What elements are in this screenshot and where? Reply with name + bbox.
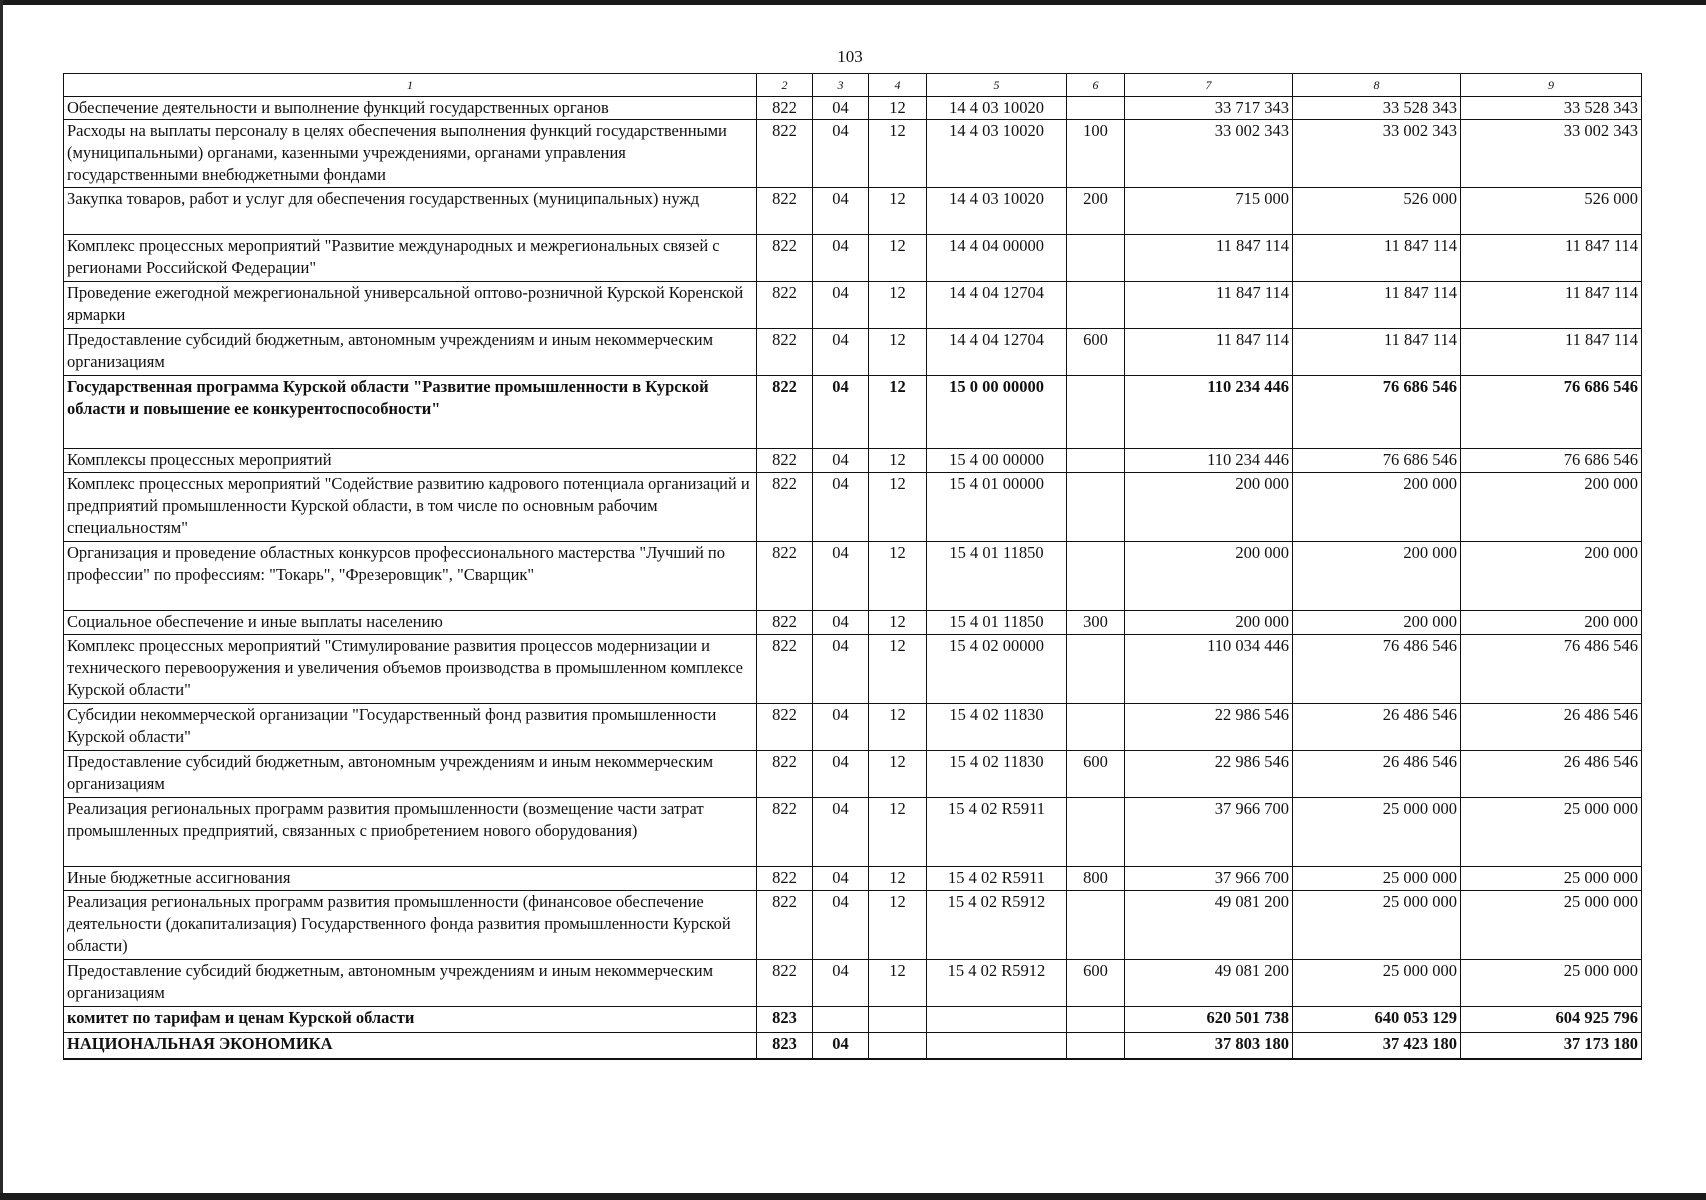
section-code: 04 (813, 542, 869, 611)
expense-type-code (1067, 704, 1125, 751)
row-name: Государственная программа Курской области "Развитие промышленности в Курской области и повышение ее конкурентоспособности" (64, 376, 757, 449)
amount-col-9: 604 925 796 (1461, 1007, 1642, 1033)
target-article-code (927, 1007, 1067, 1033)
section-code: 04 (813, 891, 869, 960)
gr-code: 822 (757, 449, 813, 473)
subsection-code: 12 (869, 798, 927, 867)
gr-code: 822 (757, 376, 813, 449)
gr-code: 822 (757, 704, 813, 751)
amount-col-9: 11 847 114 (1461, 329, 1642, 376)
expense-type-code: 300 (1067, 611, 1125, 635)
amount-col-9: 37 173 180 (1461, 1033, 1642, 1060)
table-row (64, 329, 1642, 376)
section-code: 04 (813, 449, 869, 473)
amount-col-8: 76 686 546 (1293, 449, 1461, 473)
amount-col-8: 11 847 114 (1293, 282, 1461, 329)
target-article-code: 15 4 01 00000 (927, 473, 1067, 542)
gr-code: 822 (757, 891, 813, 960)
column-number: 7 (1125, 74, 1293, 97)
expense-type-code (1067, 235, 1125, 282)
amount-col-8: 26 486 546 (1293, 704, 1461, 751)
budget-table (63, 73, 1642, 1060)
section-code: 04 (813, 1033, 869, 1060)
gr-code: 822 (757, 798, 813, 867)
subsection-code: 12 (869, 473, 927, 542)
amount-col-9: 25 000 000 (1461, 798, 1642, 867)
amount-col-7: 715 000 (1125, 188, 1293, 235)
row-name: Предоставление субсидий бюджетным, автономным учреждениям и иным некоммерческим организациям (64, 329, 757, 376)
section-code: 04 (813, 282, 869, 329)
column-number: 2 (757, 74, 813, 97)
expense-type-code: 600 (1067, 960, 1125, 1007)
table-row (64, 960, 1642, 1007)
gr-code: 822 (757, 611, 813, 635)
subsection-code: 12 (869, 120, 927, 188)
amount-col-8: 25 000 000 (1293, 891, 1461, 960)
scan-edge-bottom (0, 1193, 1706, 1200)
table-row (64, 235, 1642, 282)
subsection-code: 12 (869, 449, 927, 473)
gr-code: 822 (757, 329, 813, 376)
column-number: 5 (927, 74, 1067, 97)
amount-col-9: 526 000 (1461, 188, 1642, 235)
column-number: 6 (1067, 74, 1125, 97)
target-article-code: 14 4 03 10020 (927, 188, 1067, 235)
amount-col-8: 33 002 343 (1293, 120, 1461, 188)
amount-col-8: 37 423 180 (1293, 1033, 1461, 1060)
section-code: 04 (813, 329, 869, 376)
expense-type-code (1067, 1033, 1125, 1060)
section-code: 04 (813, 97, 869, 120)
amount-col-7: 11 847 114 (1125, 282, 1293, 329)
amount-col-9: 76 686 546 (1461, 449, 1642, 473)
gr-code: 823 (757, 1007, 813, 1033)
amount-col-7: 200 000 (1125, 542, 1293, 611)
section-code: 04 (813, 473, 869, 542)
row-name: Реализация региональных программ развития промышленности (финансовое обеспечение деятельности (докапитализация) Государственного фонда развития промышленности Курской области) (64, 891, 757, 960)
gr-code: 823 (757, 1033, 813, 1060)
section-code: 04 (813, 867, 869, 891)
target-article-code: 15 4 02 11830 (927, 751, 1067, 798)
amount-col-7: 49 081 200 (1125, 960, 1293, 1007)
amount-col-8: 11 847 114 (1293, 329, 1461, 376)
target-article-code: 15 4 02 11830 (927, 704, 1067, 751)
amount-col-7: 33 002 343 (1125, 120, 1293, 188)
gr-code: 822 (757, 473, 813, 542)
row-name: Комплекс процессных мероприятий "Содействие развитию кадрового потенциала организаций и предприятий промышленности Курской области, в том числе по основным рабочим специальностям" (64, 473, 757, 542)
table-row (64, 376, 1642, 449)
column-number: 4 (869, 74, 927, 97)
gr-code: 822 (757, 635, 813, 704)
gr-code: 822 (757, 751, 813, 798)
row-name: Проведение ежегодной межрегиональной универсальной оптово-розничной Курской Коренской ярмарки (64, 282, 757, 329)
table-row (64, 282, 1642, 329)
scan-edge-left (0, 0, 3, 1200)
amount-col-7: 37 966 700 (1125, 867, 1293, 891)
target-article-code: 15 4 00 00000 (927, 449, 1067, 473)
target-article-code: 15 4 01 11850 (927, 542, 1067, 611)
subsection-code: 12 (869, 635, 927, 704)
table-row (64, 120, 1642, 188)
gr-code: 822 (757, 188, 813, 235)
amount-col-7: 33 717 343 (1125, 97, 1293, 120)
column-number: 9 (1461, 74, 1642, 97)
amount-col-9: 200 000 (1461, 611, 1642, 635)
table-row (64, 1033, 1642, 1060)
amount-col-9: 33 528 343 (1461, 97, 1642, 120)
table-row (64, 542, 1642, 611)
amount-col-7: 110 234 446 (1125, 449, 1293, 473)
row-name: Расходы на выплаты персоналу в целях обеспечения выполнения функций государственными (муниципальными) органами, казенными учреждениями, органами управления государственными внебюджетными фондами (64, 120, 757, 188)
expense-type-code (1067, 473, 1125, 542)
subsection-code (869, 1033, 927, 1060)
table-row (64, 97, 1642, 120)
amount-col-7: 620 501 738 (1125, 1007, 1293, 1033)
amount-col-9: 26 486 546 (1461, 751, 1642, 798)
amount-col-8: 26 486 546 (1293, 751, 1461, 798)
row-name: Комплекс процессных мероприятий "Развитие международных и межрегиональных связей с регионами Российской Федерации" (64, 235, 757, 282)
section-code: 04 (813, 120, 869, 188)
expense-type-code: 200 (1067, 188, 1125, 235)
table-row (64, 867, 1642, 891)
amount-col-7: 22 986 546 (1125, 704, 1293, 751)
table-row (64, 635, 1642, 704)
target-article-code: 14 4 03 10020 (927, 97, 1067, 120)
expense-type-code: 100 (1067, 120, 1125, 188)
section-code: 04 (813, 704, 869, 751)
subsection-code: 12 (869, 282, 927, 329)
amount-col-7: 11 847 114 (1125, 329, 1293, 376)
amount-col-9: 11 847 114 (1461, 282, 1642, 329)
section-code: 04 (813, 376, 869, 449)
amount-col-9: 76 686 546 (1461, 376, 1642, 449)
target-article-code: 14 4 03 10020 (927, 120, 1067, 188)
row-name: Предоставление субсидий бюджетным, автономным учреждениям и иным некоммерческим организациям (64, 751, 757, 798)
subsection-code: 12 (869, 751, 927, 798)
column-number: 1 (64, 74, 757, 97)
subsection-code: 12 (869, 960, 927, 1007)
amount-col-9: 25 000 000 (1461, 960, 1642, 1007)
amount-col-7: 110 034 446 (1125, 635, 1293, 704)
scan-edge-top (0, 0, 1706, 5)
row-name: Обеспечение деятельности и выполнение функций государственных органов (64, 97, 757, 120)
amount-col-8: 640 053 129 (1293, 1007, 1461, 1033)
expense-type-code (1067, 376, 1125, 449)
amount-col-8: 76 486 546 (1293, 635, 1461, 704)
table-row (64, 449, 1642, 473)
row-name: НАЦИОНАЛЬНАЯ ЭКОНОМИКА (64, 1033, 757, 1060)
amount-col-9: 33 002 343 (1461, 120, 1642, 188)
amount-col-8: 25 000 000 (1293, 798, 1461, 867)
subsection-code: 12 (869, 376, 927, 449)
subsection-code: 12 (869, 329, 927, 376)
row-name: Комплексы процессных мероприятий (64, 449, 757, 473)
target-article-code: 15 4 02 R5911 (927, 798, 1067, 867)
subsection-code: 12 (869, 235, 927, 282)
amount-col-9: 200 000 (1461, 542, 1642, 611)
gr-code: 822 (757, 867, 813, 891)
expense-type-code (1067, 798, 1125, 867)
expense-type-code (1067, 97, 1125, 120)
subsection-code: 12 (869, 867, 927, 891)
expense-type-code (1067, 891, 1125, 960)
amount-col-7: 37 803 180 (1125, 1033, 1293, 1060)
table-row (64, 704, 1642, 751)
section-code (813, 1007, 869, 1033)
row-name: Закупка товаров, работ и услуг для обеспечения государственных (муниципальных) нужд (64, 188, 757, 235)
target-article-code: 15 4 02 00000 (927, 635, 1067, 704)
page-number: 103 (837, 47, 863, 66)
table-row (64, 188, 1642, 235)
subsection-code: 12 (869, 891, 927, 960)
amount-col-9: 76 486 546 (1461, 635, 1642, 704)
gr-code: 822 (757, 542, 813, 611)
subsection-code: 12 (869, 704, 927, 751)
amount-col-8: 33 528 343 (1293, 97, 1461, 120)
amount-col-8: 25 000 000 (1293, 960, 1461, 1007)
gr-code: 822 (757, 960, 813, 1007)
section-code: 04 (813, 235, 869, 282)
amount-col-8: 11 847 114 (1293, 235, 1461, 282)
section-code: 04 (813, 960, 869, 1007)
subsection-code: 12 (869, 611, 927, 635)
target-article-code: 15 0 00 00000 (927, 376, 1067, 449)
row-name: Социальное обеспечение и иные выплаты населению (64, 611, 757, 635)
section-code: 04 (813, 635, 869, 704)
amount-col-7: 11 847 114 (1125, 235, 1293, 282)
amount-col-8: 200 000 (1293, 542, 1461, 611)
expense-type-code (1067, 449, 1125, 473)
table-row (64, 751, 1642, 798)
expense-type-code (1067, 542, 1125, 611)
section-code: 04 (813, 751, 869, 798)
target-article-code: 15 4 02 R5912 (927, 891, 1067, 960)
row-name: комитет по тарифам и ценам Курской области (64, 1007, 757, 1033)
section-code: 04 (813, 611, 869, 635)
column-number-header (64, 74, 1642, 97)
target-article-code: 14 4 04 12704 (927, 329, 1067, 376)
subsection-code: 12 (869, 542, 927, 611)
gr-code: 822 (757, 282, 813, 329)
gr-code: 822 (757, 235, 813, 282)
row-name: Организация и проведение областных конкурсов профессионального мастерства "Лучший по профессии" по профессиям: "Токарь", "Фрезеровщик", "Сварщик" (64, 542, 757, 611)
amount-col-8: 76 686 546 (1293, 376, 1461, 449)
row-name: Комплекс процессных мероприятий "Стимулирование развития процессов модернизации и технического перевооружения и увеличения объемов производства в промышленном комплексе Курской области" (64, 635, 757, 704)
target-article-code (927, 1033, 1067, 1060)
amount-col-8: 25 000 000 (1293, 867, 1461, 891)
target-article-code: 14 4 04 00000 (927, 235, 1067, 282)
amount-col-8: 526 000 (1293, 188, 1461, 235)
subsection-code: 12 (869, 188, 927, 235)
row-name: Субсидии некоммерческой организации "Государственный фонд развития промышленности Курской области" (64, 704, 757, 751)
expense-type-code (1067, 635, 1125, 704)
section-code: 04 (813, 188, 869, 235)
subsection-code (869, 1007, 927, 1033)
gr-code: 822 (757, 97, 813, 120)
amount-col-9: 200 000 (1461, 473, 1642, 542)
amount-col-9: 25 000 000 (1461, 867, 1642, 891)
amount-col-7: 22 986 546 (1125, 751, 1293, 798)
target-article-code: 14 4 04 12704 (927, 282, 1067, 329)
amount-col-7: 200 000 (1125, 611, 1293, 635)
expense-type-code: 600 (1067, 329, 1125, 376)
target-article-code: 15 4 02 R5912 (927, 960, 1067, 1007)
table-row (64, 798, 1642, 867)
expense-type-code: 800 (1067, 867, 1125, 891)
row-name: Реализация региональных программ развития промышленности (возмещение части затрат промышленных предприятий, связанных с приобретением нового оборудования) (64, 798, 757, 867)
section-code: 04 (813, 798, 869, 867)
subsection-code: 12 (869, 97, 927, 120)
amount-col-8: 200 000 (1293, 473, 1461, 542)
amount-col-7: 37 966 700 (1125, 798, 1293, 867)
expense-type-code: 600 (1067, 751, 1125, 798)
target-article-code: 15 4 02 R5911 (927, 867, 1067, 891)
target-article-code: 15 4 01 11850 (927, 611, 1067, 635)
expense-type-code (1067, 1007, 1125, 1033)
table-row (64, 473, 1642, 542)
table-row (64, 611, 1642, 635)
table-row (64, 1007, 1642, 1033)
amount-col-8: 200 000 (1293, 611, 1461, 635)
amount-col-9: 11 847 114 (1461, 235, 1642, 282)
column-number: 8 (1293, 74, 1461, 97)
gr-code: 822 (757, 120, 813, 188)
expense-type-code (1067, 282, 1125, 329)
amount-col-7: 200 000 (1125, 473, 1293, 542)
amount-col-9: 25 000 000 (1461, 891, 1642, 960)
column-number: 3 (813, 74, 869, 97)
amount-col-7: 110 234 446 (1125, 376, 1293, 449)
row-name: Предоставление субсидий бюджетным, автономным учреждениям и иным некоммерческим организациям (64, 960, 757, 1007)
amount-col-7: 49 081 200 (1125, 891, 1293, 960)
amount-col-9: 26 486 546 (1461, 704, 1642, 751)
row-name: Иные бюджетные ассигнования (64, 867, 757, 891)
table-row (64, 891, 1642, 960)
